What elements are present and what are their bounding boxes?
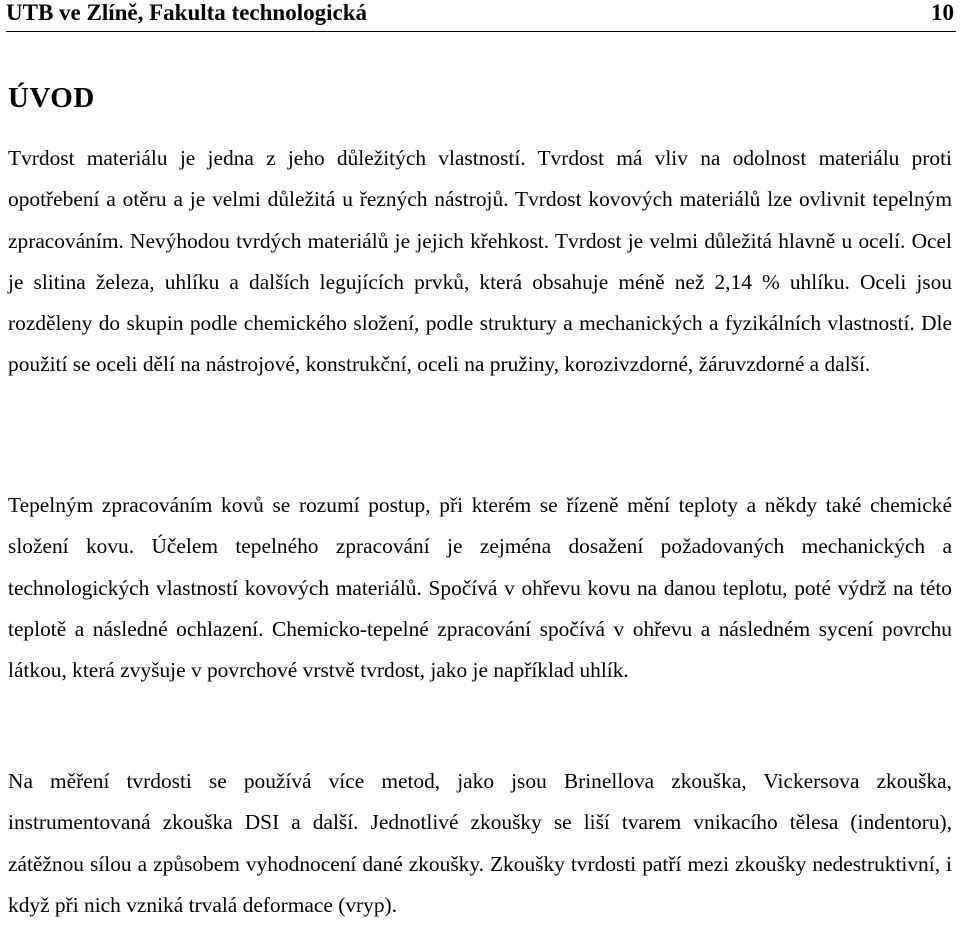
- paragraph-hardness-intro: Tvrdost materiálu je jedna z jeho důležitých vlastností. Tvrdost má vliv na odolnost materiálu proti opotřebení a otěru a je velmi důležitá u řezných nástrojů. Tvrdost kovových materiálů lze ovlivnit tepelným zpracováním. Nevýhodou tvrdých materiálů je jejich křehkost. Tvrdost je velmi důležitá hlavně u ocelí. Ocel je slitina železa, uhlíku a dalších legujících prvků, která obsahuje méně než 2,14 % uhlíku. Oceli jsou rozděleny do skupin podle chemického složení, podle struktury a mechanických a fyzikálních vlastností. Dle použití se oceli dělí na nástrojové, konstrukční, oceli na pružiny, korozivzdorné, žáruvzdorné a další.: [8, 146, 952, 377]
- page-number: 10: [931, 0, 954, 25]
- paragraph-heat-treatment: Tepelným zpracováním kovů se rozumí postup, při kterém se řízeně mění teploty a někdy také chemické složení kovu. Účelem tepelného zpracování je zejména dosažení požadovaných mechanických a technologických vlastností kovových materiálů. Spočívá v ohřevu kovu na danou teplotu, poté výdrž na této teplotě a následné ochlazení. Chemicko-tepelné zpracování spočívá v ohřevu a následném sycení povrchu látkou, která zvyšuje v povrchové vrstvě tvrdost, jako je například uhlík.: [8, 493, 952, 683]
- running-header: [6, 0, 956, 28]
- header-rule: [6, 31, 956, 32]
- header-institution: UTB ve Zlíně, Fakulta technologická: [6, 0, 367, 25]
- paragraph-measurement-methods: Na měření tvrdosti se používá více metod, jako jsou Brinellova zkouška, Vickersova zkouška, instrumentovaná zkouška DSI a další. Jednotlivé zkoušky se liší tvarem vnikacího tělesa (indentoru), zátěžnou sílou a způsobem vyhodnocení dané zkoušky. Zkoušky tvrdosti patří mezi zkoušky nedestruktivní, i když při nich vzniká trvalá deformace (vryp).: [8, 769, 952, 917]
- chapter-title: ÚVOD: [8, 82, 95, 114]
